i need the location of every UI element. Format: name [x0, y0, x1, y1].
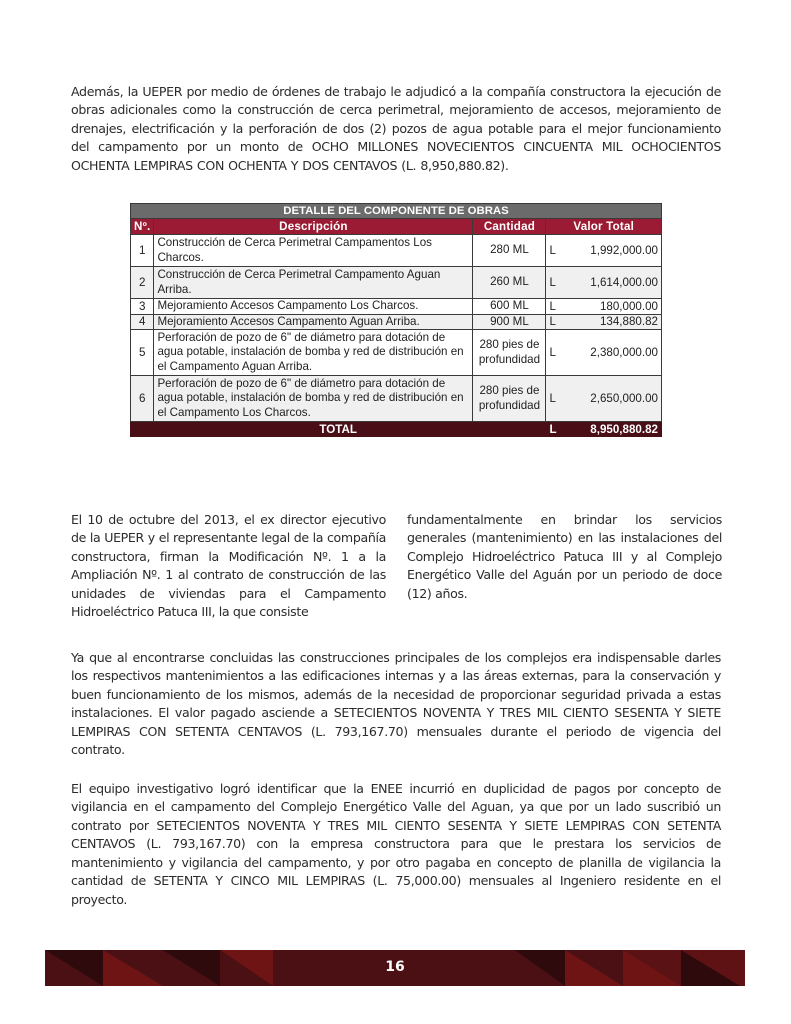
row-quantity: 280 pies de profundidad: [473, 330, 546, 376]
row-description: Construcción de Cerca Perimetral Campamentos Los Charcos.: [154, 235, 473, 267]
header-description: Descripción: [154, 219, 473, 235]
row-value: 180,000.00: [566, 299, 661, 315]
table-row: [131, 330, 662, 376]
modification-paragraph-left: El 10 de octubre del 2013, el ex director ejecutivo de la UEPER y el representante legal de la compañía constructora, firman la Modificación Nº. 1 a la Ampliación Nº. 1 al contrato de construcción de las unidades de viviendas para el Campamento Hidroeléctrico Patuca III, la que consiste: [71, 511, 386, 620]
header-quantity: Cantidad: [473, 219, 546, 235]
table-row: [131, 235, 662, 267]
investigation-paragraph: El equipo investigativo logró identificar que la ENEE incurrió en duplicidad de pagos por concepto de vigilancia en el campamento del Complejo Energético Valle del Aguan, ya que por un lado suscribió un contrato por SETECIENTOS NOVENTA Y TRES MIL CIENTO SESENTA Y SIETE LEMPIRAS CON SETENTA CENTAVOS (L. 793,167.70) con la empresa constructora para que le prestara los servicios de mantenimiento y vigilancia del campamento, y por otro pagaba en concepto de planilla de vigilancia la cantidad de SETENTA Y CINCO MIL LEMPIRAS (L. 75,000.00) mensuales al Ingeniero residente en el proyecto.: [71, 780, 721, 907]
table-row: [131, 299, 662, 315]
row-description: Perforación de pozo de 6" de diámetro para dotación de agua potable, instalación de bomba y red de distribución en el Campamento Aguan Arriba.: [154, 330, 473, 376]
footer-band: [45, 950, 745, 986]
maintenance-paragraph: Ya que al encontrarse concluidas las construcciones principales de los complejos era indispensable darles los respectivos mantenimientos a las edificaciones internas y a las áreas externas, para la conservación y buen funcionamiento de los mismos, además de la necesidad de proporcionar seguridad privada a estas instalaciones. El valor pagado asciende a SETECIENTOS NOVENTA Y TRES MIL CIENTO SESENTA Y SIETE LEMPIRAS CON SETENTA CENTAVOS (L. 793,167.70) mensuales durante el periodo de vigencia del contrato.: [71, 649, 721, 758]
row-number: 3: [131, 299, 154, 315]
row-number: 6: [131, 376, 154, 422]
row-description: Perforación de pozo de 6" de diámetro para dotación de agua potable, instalación de bomba y red de distribución en el Campamento Los Charcos.: [154, 376, 473, 422]
row-number: 2: [131, 267, 154, 299]
row-number: 1: [131, 235, 154, 267]
row-currency: L: [546, 314, 567, 330]
total-label: TOTAL: [131, 422, 546, 437]
total-value: 8,950,880.82: [566, 422, 661, 437]
row-currency: L: [546, 330, 567, 376]
row-number: 5: [131, 330, 154, 376]
header-number: Nº.: [131, 219, 154, 235]
total-currency: L: [546, 422, 567, 437]
table-total-row: [131, 422, 662, 437]
row-currency: L: [546, 267, 567, 299]
row-currency: L: [546, 235, 567, 267]
intro-paragraph: Además, la UEPER por medio de órdenes de trabajo le adjudicó a la compañía constructora la ejecución de obras adicionales como la construcción de cerca perimetral, mejoramiento de accesos, mejoramiento de drenajes, electrificación y la perforación de dos (2) pozos de agua potable para el mejor funcionamiento del campamento por un monto de OCHO MILLONES NOVECIENTOS CINCUENTA MIL OCHOCIENTOS OCHENTA LEMPIRAS CON OCHENTA Y DOS CENTAVOS (L. 8,950,880.82).: [71, 83, 721, 173]
table-header-row: [131, 219, 662, 235]
page-number: 16: [385, 959, 405, 975]
row-value: 2,650,000.00: [566, 376, 661, 422]
table-row: [131, 314, 662, 330]
table-row: [131, 267, 662, 299]
table-row: [131, 376, 662, 422]
row-quantity: 280 ML: [473, 235, 546, 267]
row-quantity: 280 pies de profundidad: [473, 376, 546, 422]
table-title-row: [131, 204, 662, 219]
row-value: 1,614,000.00: [566, 267, 661, 299]
row-currency: L: [546, 376, 567, 422]
row-value: 2,380,000.00: [566, 330, 661, 376]
works-component-table: [130, 203, 662, 437]
row-quantity: 600 ML: [473, 299, 546, 315]
row-value: 134,880.82: [566, 314, 661, 330]
modification-paragraph-right: fundamentalmente en brindar los servicios generales (mantenimiento) en las instalaciones del Complejo Hidroeléctrico Patuca III y al Complejo Energético Valle del Aguán por un periodo de doce (12) años.: [407, 511, 722, 601]
row-description: Mejoramiento Accesos Campamento Los Charcos.: [154, 299, 473, 315]
row-currency: L: [546, 299, 567, 315]
header-value: Valor Total: [546, 219, 662, 235]
row-number: 4: [131, 314, 154, 330]
row-value: 1,992,000.00: [566, 235, 661, 267]
table-title: DETALLE DEL COMPONENTE DE OBRAS: [131, 204, 662, 219]
row-description: Construcción de Cerca Perimetral Campamento Aguan Arriba.: [154, 267, 473, 299]
row-quantity: 900 ML: [473, 314, 546, 330]
row-quantity: 260 ML: [473, 267, 546, 299]
row-description: Mejoramiento Accesos Campamento Aguan Arriba.: [154, 314, 473, 330]
